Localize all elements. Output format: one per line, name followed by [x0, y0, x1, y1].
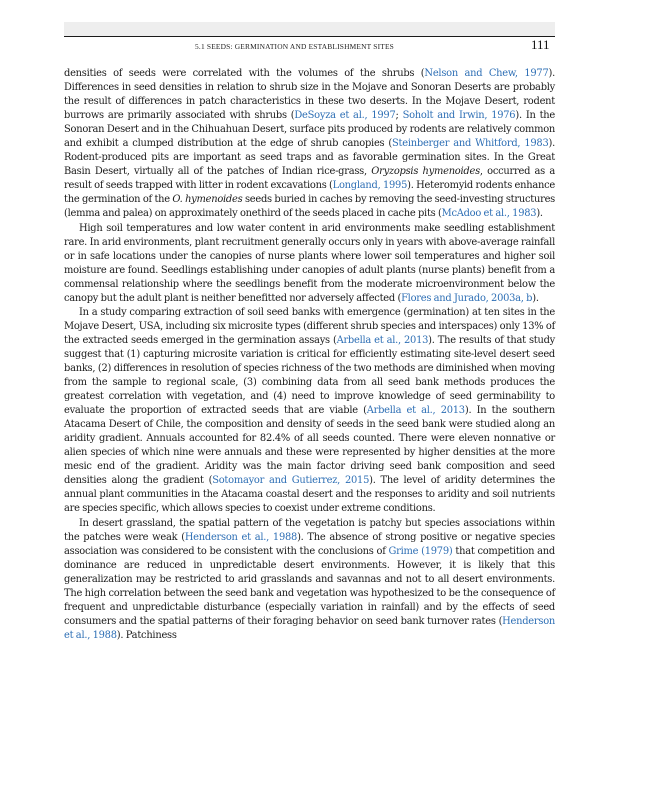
header-rule [64, 22, 555, 37]
text-run: ). The absence of strong positive or negative species association was considered to be consistent with the conclusions of [64, 531, 555, 557]
citation-link[interactable]: Grime (1979) [388, 545, 453, 557]
text-run: ). Rodent-produced pits are important as seed traps and as favorable germination sites. In the Great Basin Desert, virtually all of the patches of Indian rice-grass, [64, 138, 555, 178]
paragraph [64, 67, 555, 222]
text-run: , occurred as a result of seeds trapped with litter in rodent excavations ( [64, 166, 556, 192]
text-run: ). [536, 208, 543, 220]
species-name: O. hymenoides [172, 194, 243, 206]
citation-link[interactable]: Arbella et al., 2013 [336, 334, 429, 346]
page-number: 111 [531, 37, 550, 52]
body-text [64, 67, 555, 643]
citation-link[interactable]: Arbella et al., 2013 [366, 405, 465, 417]
text-run: seeds buried in caches by removing the seed-investing structures (lemma and palea) on approximately onethird of the seeds placed in cache pits ( [64, 194, 555, 220]
text-run: ). The level of aridity determines the annual plant communities in the Atacama coastal desert and the responses to aridity and soil nutrients are species specific, which allows species to coexist under extreme conditions. [64, 475, 556, 515]
running-head: 5.1 SEEDS: GERMINATION AND ESTABLISHMENT SITES [195, 42, 394, 51]
text-run: densities of seeds were correlated with the volumes of the shrubs ( [64, 68, 425, 79]
citation-link[interactable]: Longland, 1995 [332, 180, 408, 192]
text-run: ). Patchiness [116, 629, 177, 641]
citation-link[interactable]: Sotomayor and Gutierrez, 2015 [212, 475, 370, 487]
citation-link[interactable]: Henderson et al., 1988 [64, 615, 555, 641]
species-name: Oryzopsis hymenoides [371, 166, 480, 178]
citation-link[interactable]: Henderson et al., 1988 [184, 531, 298, 543]
text-run: In desert grassland, the spatial pattern of the vegetation is patchy but species associations within the patches were weak ( [64, 517, 555, 543]
text-run: ). In the southern Atacama Desert of Chile, the composition and density of seeds in the seed bank were studied along an aridity gradient. Annuals accounted for 82.4% of all seeds counted. There were eleven nonnative or alien species of which nine were annuals and these were represented by higher densities at the more mesic end of the gradient. Aridity was the main factor driving seed bank composition and seed densities along the gradient ( [64, 405, 555, 487]
text-run: ). The results of that study suggest that (1) capturing microsite variation is critical for efficiently estimating site-level desert seed banks, (2) differences in resolution of species richness of the two methods are diminished when moving from the sample to regional scale, (3) combining data from all seed bank methods produces the greatest correlation with vegetation, and (4) need to improve knowledge of seed germinability to evaluate the proportion of extracted seeds that are viable ( [64, 334, 555, 417]
paragraph [64, 306, 555, 517]
text-run: In a study comparing extraction of soil seed banks with emergence (germination) at ten sites in the Mojave Desert, USA, including six microsite types (different shrub species and interspaces) only 13% of the extracted seeds emerged in the germination assays ( [64, 306, 555, 346]
citation-link[interactable]: DeSoyza et al., 1997 [294, 110, 396, 122]
citation-link[interactable]: Steinberger and Whitford, 1983 [392, 138, 549, 150]
citation-link[interactable]: Flores and Jurado, 2003a, b [401, 292, 533, 304]
text-run: ). Differences in seed densities in relation to shrub size in the Mojave and Sonoran Deserts are probably the result of differences in patch characteristics in these two deserts. In the Mojave Desert, rodent burrows are primarily associated with shrubs ( [64, 68, 555, 122]
text-run: that competition and dominance are reduced in unpredictable desert environments. However, it is likely that this generalization may be restricted to arid grasslands and savannas and not to all desert environments. The high correlation between the seed bank and vegetation was hypothesized to be the consequence of frequent and unpredictable disturbance (especially variation in rainfall) and by the effects of seed consumers and the spatial patterns of their foraging behavior on seed bank turnover rates ( [64, 545, 555, 627]
text-run: ). Heteromyid rodents enhance the germination of the [64, 180, 555, 206]
text-run: High soil temperatures and low water content in arid environments make seedling establishment rare. In arid environments, plant recruitment generally occurs only in years with above-average rainfall or in safe locations under the canopies of nurse plants where lower soil temperatures and higher soil moisture are found. Seedlings establishing under canopies of adult plants (nurse plants) benefit from a commensal relationship where the seedlings benefit from the moderate microenvironment below the canopy but the adult plant is neither benefitted nor adversely affected ( [64, 222, 555, 304]
text-run: ). [532, 292, 539, 304]
text-run: ). In the Sonoran Desert and in the Chihuahuan Desert, surface pits produced by rodents are relatively common and exhibit a clumped distribution at the edge of shrub canopies ( [64, 110, 555, 150]
citation-link[interactable]: Soholt and Irwin, 1976 [402, 110, 516, 122]
paragraph [64, 517, 555, 643]
citation-link[interactable]: McAdoo et al., 1983 [441, 208, 537, 220]
text-run: ; [395, 110, 403, 122]
citation-link[interactable]: Nelson and Chew, 1977 [424, 68, 549, 79]
paragraph [64, 222, 555, 306]
